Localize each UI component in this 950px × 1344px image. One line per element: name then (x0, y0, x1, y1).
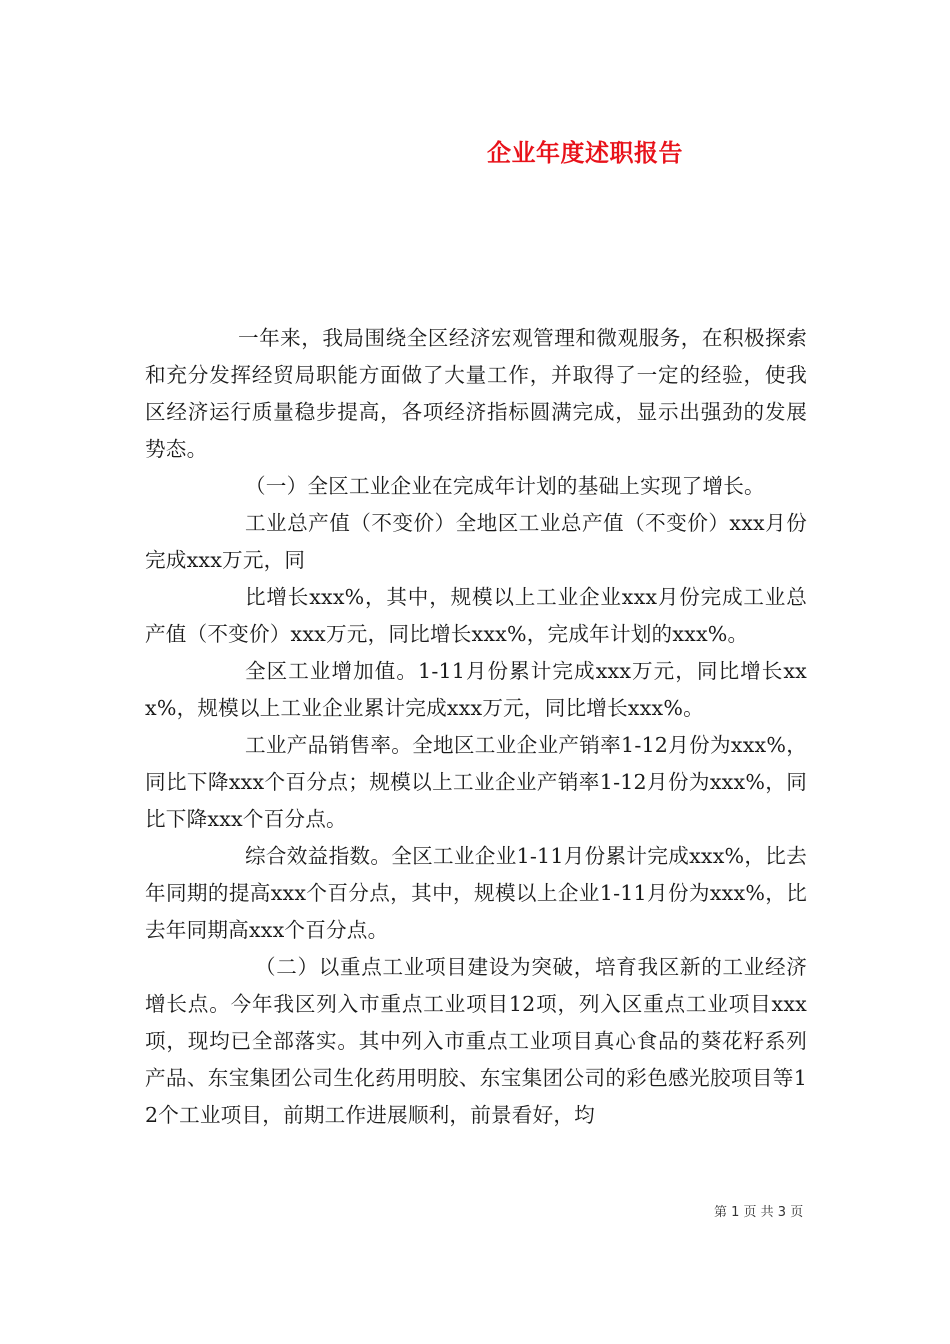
paragraph-section-2: （二）以重点工业项目建设为突破，培育我区新的工业经济增长点。今年我区列入市重点工业项目12项，列入区重点工业项目xxx项，现均已全部落实。其中列入市重点工业项目真心食品的葵花籽系列产品、东宝集团公司生化药用明胶、东宝集团公司的彩色感光胶项目等12个工业项目，前期工作进展顺利，前景看好，均 (145, 955, 807, 1127)
page-number: 第 1 页 共 3 页 (714, 1205, 804, 1220)
paragraph-gross-output-cont: 比增长xxx%，其中，规模以上工业企业xxx月份完成工业总产值（不变价）xxx万元，同比增长xxx%，完成年计划的xxx%。 (145, 585, 807, 646)
paragraph-benefit-index: 综合效益指数。全区工业企业1-11月份累计完成xxx%，比去年同期的提高xxx个百分点，其中，规模以上企业1-11月份为xxx%，比去年同期高xxx个百分点。 (145, 844, 807, 942)
paragraph-gross-output: 工业总产值（不变价）全地区工业总产值（不变价）xxx月份完成xxx万元，同 (145, 511, 807, 572)
paragraph-intro: 一年来，我局围绕全区经济宏观管理和微观服务，在积极探索和充分发挥经贸局职能方面做了大量工作，并取得了一定的经验，使我区经济运行质量稳步提高，各项经济指标圆满完成，显示出强劲的发展势态。 (145, 326, 807, 461)
paragraph-sales-rate: 工业产品销售率。全地区工业企业产销率1-12月份为xxx%，同比下降xxx个百分点；规模以上工业企业产销率1-12月份为xxx%，同比下降xxx个百分点。 (145, 733, 807, 831)
paragraph-section-1-heading: （一）全区工业企业在完成年计划的基础上实现了增长。 (245, 474, 765, 498)
paragraph-value-added: 全区工业增加值。1-11月份累计完成xxx万元，同比增长xxx%，规模以上工业企业累计完成xxx万元，同比增长xxx%。 (145, 659, 807, 720)
document-body (145, 320, 807, 1134)
document-title: 企业年度述职报告 (487, 139, 683, 167)
